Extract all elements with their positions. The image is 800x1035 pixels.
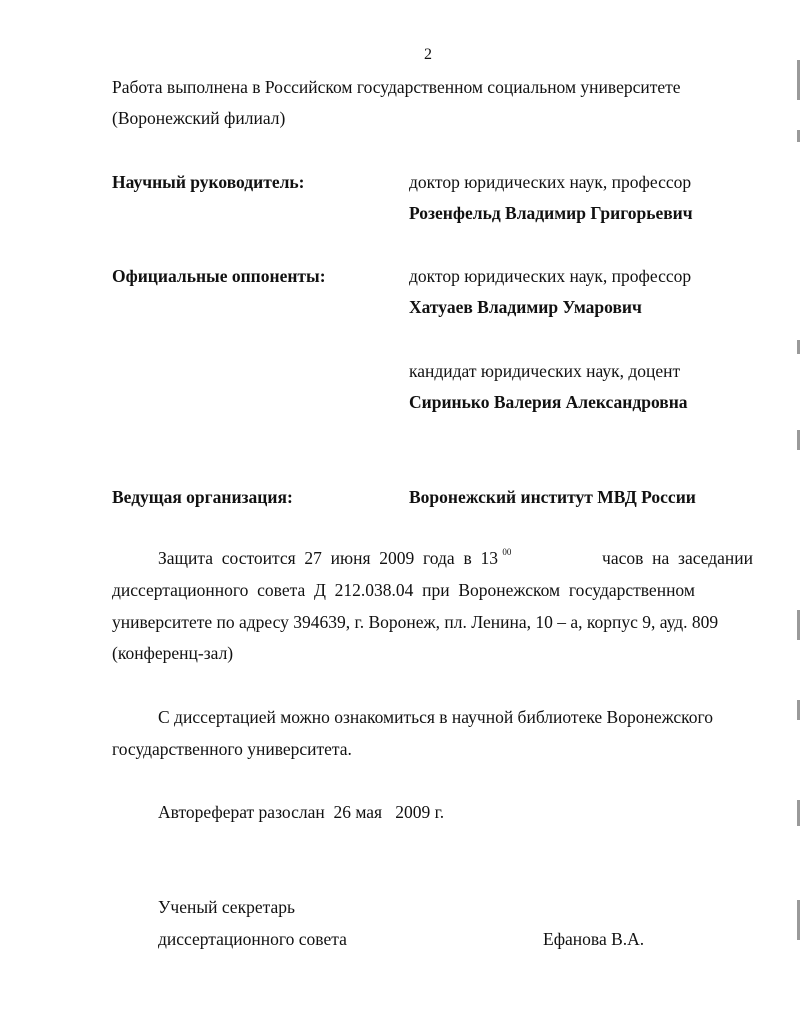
secretary-name: Ефанова В.А. [543,929,645,949]
page-number: 2 [424,46,432,63]
defense-line-3: университете по адресу 394639, г. Воронеж, пл. Ленина, 10 – а, корпус 9, ауд. 809 [112,612,719,632]
library-line-1: С диссертацией можно ознакомиться в научной библиотеке Воронежского [158,707,713,727]
intro-line-1: Работа выполнена в Российском государственном социальном университете [112,77,681,97]
leading-org-label: Ведущая организация: [112,487,293,507]
opponent-2-degree: кандидат юридических наук, доцент [409,361,681,381]
library-line-2: государственного университета. [112,739,352,759]
defense-line-1-after: часов на заседании [602,548,753,568]
opponent-2-name: Сиринько Валерия Александровна [409,392,688,412]
defense-line-1-before: Защита состоится 27 июня 2009 года в 13 [158,548,498,568]
opponent-1-name: Хатуаев Владимир Умарович [409,297,642,317]
defense-line-2: диссертационного совета Д 212.038.04 при Воронежском государственном [112,580,695,600]
defense-line-1 [158,548,753,569]
abstract-sent-date: Автореферат разослан 26 мая 2009 г. [158,802,445,822]
opponents-label: Официальные оппоненты: [112,266,326,286]
intro-line-2: (Воронежский филиал) [112,108,286,128]
supervisor-label: Научный руководитель: [112,172,305,192]
secretary-title-line-1: Ученый секретарь [158,897,295,917]
leading-org-value: Воронежский институт МВД России [409,487,696,507]
secretary-title-line-2: диссертационного совета [158,929,347,949]
defense-time-superscript: 00 [502,547,512,558]
defense-line-4: (конференц-зал) [112,643,234,663]
opponent-1-degree: доктор юридических наук, профессор [409,266,692,286]
supervisor-degree: доктор юридических наук, профессор [409,172,692,192]
supervisor-name: Розенфельд Владимир Григорьевич [409,203,693,223]
